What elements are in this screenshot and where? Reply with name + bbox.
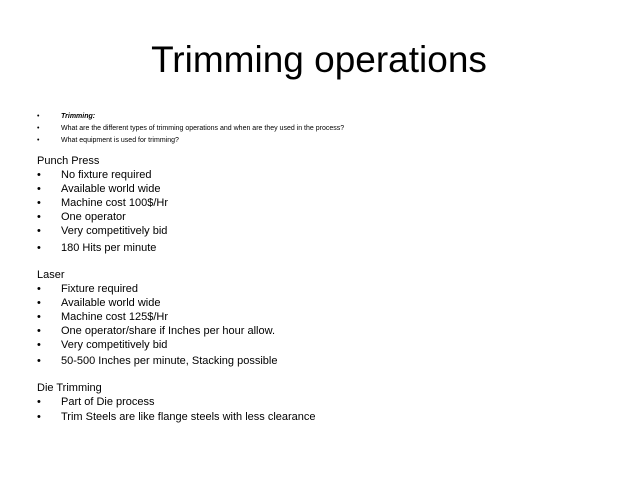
list-item xyxy=(37,310,627,324)
intro-item-text: Trimming: xyxy=(61,113,96,120)
list-item-text: Machine cost 125$/Hr xyxy=(61,311,168,323)
bullet-icon: • xyxy=(37,297,41,309)
bullet-icon: • xyxy=(37,211,41,223)
list-item-text: Trim Steels are like flange steels with less clearance xyxy=(61,411,316,423)
list-item-text: No fixture required xyxy=(61,169,152,181)
section-heading: Punch Press xyxy=(37,155,100,167)
bullet-icon: • xyxy=(37,137,40,144)
bullet-icon: • xyxy=(37,396,41,408)
list-item-text: 180 Hits per minute xyxy=(61,242,157,254)
bullet-icon: • xyxy=(37,355,41,367)
list-item xyxy=(37,324,627,338)
list-item-text: Very competitively bid xyxy=(61,225,168,237)
bullet-icon: • xyxy=(37,197,41,209)
bullet-icon: • xyxy=(37,411,41,423)
bullet-icon: • xyxy=(37,225,41,237)
bullet-icon: • xyxy=(37,339,41,351)
intro-list xyxy=(37,111,617,147)
list-item xyxy=(37,210,627,224)
list-item xyxy=(37,282,627,296)
bullet-icon: • xyxy=(37,113,40,120)
list-item xyxy=(37,241,627,255)
sections xyxy=(37,154,627,424)
section-heading: Laser xyxy=(37,269,65,281)
list-item xyxy=(37,395,627,409)
list-item xyxy=(37,182,627,196)
list-item-text: One operator xyxy=(61,211,126,223)
section-laser xyxy=(37,268,627,368)
intro-item-text: What equipment is used for trimming? xyxy=(61,137,179,144)
bullet-icon: • xyxy=(37,169,41,181)
bullet-icon: • xyxy=(37,183,41,195)
intro-item-text: What are the different types of trimming operations and when are they used in the process? xyxy=(61,125,345,132)
bullet-icon: • xyxy=(37,242,41,254)
list-item xyxy=(37,196,627,210)
list-item xyxy=(37,168,627,182)
intro-item xyxy=(37,111,617,123)
section-die-trimming xyxy=(37,381,627,424)
intro-item xyxy=(37,123,617,135)
list-item-text: Very competitively bid xyxy=(61,339,168,351)
list-item xyxy=(37,296,627,310)
list-item-text: Machine cost 100$/Hr xyxy=(61,197,168,209)
section-spacer xyxy=(37,255,627,268)
list-item-text: One operator/share if Inches per hour allow. xyxy=(61,325,276,337)
list-item-text: 50-500 Inches per minute, Stacking possible xyxy=(61,355,278,367)
bullet-icon: • xyxy=(37,311,41,323)
slide-title: Trimming operations xyxy=(151,39,487,80)
list-item xyxy=(37,338,627,352)
bullet-icon: • xyxy=(37,283,41,295)
list-item xyxy=(37,224,627,238)
intro-item xyxy=(37,135,617,147)
section-spacer xyxy=(37,368,627,381)
list-item xyxy=(37,410,627,424)
bullet-icon: • xyxy=(37,325,41,337)
list-item-text: Available world wide xyxy=(61,297,161,309)
list-item xyxy=(37,354,627,368)
section-punch-press xyxy=(37,154,627,255)
list-item-text: Available world wide xyxy=(61,183,161,195)
list-item-text: Part of Die process xyxy=(61,396,155,408)
list-item-text: Fixture required xyxy=(61,283,139,295)
section-heading: Die Trimming xyxy=(37,382,102,394)
bullet-icon: • xyxy=(37,125,40,132)
